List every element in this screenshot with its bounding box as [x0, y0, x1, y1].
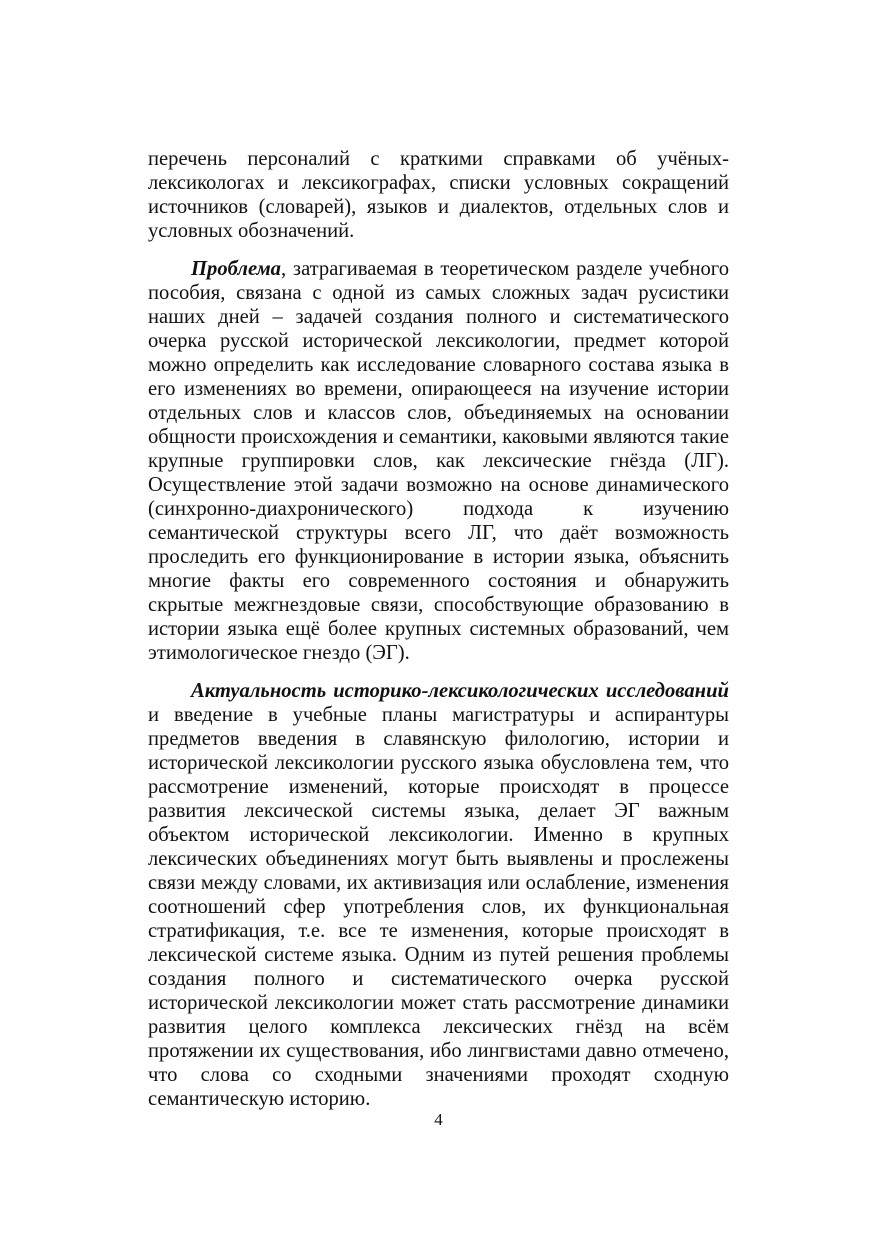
- paragraph-2-lead: Проблема: [191, 258, 281, 280]
- paragraph-1: [148, 147, 729, 243]
- paragraph-1-text: перечень персоналий с краткими справками об учёных-лексикологах и лексикографах, списки условных сокращений источников (словарей), языков и диалектов, отдельных слов и условных обозначений.: [148, 148, 729, 242]
- paragraph-2-text: , затрагиваемая в теоретическом разделе учебного пособия, связана с одной из самых сложных задач русистики наших дней – задачей создания полного и систематического очерка русской исторической лексикологии, предмет которой можно определить как исследование словарного состава языка в его изменениях во времени, опирающееся на изучение истории отдельных слов и классов слов, объединяемых на основании общности происхождения и семантики, каковыми являются такие крупные группировки слов, как лексические гнёзда (ЛГ). Осуществление этой задачи возможно на основе динамического (синхронно-диахронического) подхода к изучению семантической структуры всего ЛГ, что даёт возможность проследить его функционирование в истории языка, объяснить многие факты его современного состояния и обнаружить скрытые межгнездовые связи, способствующие образованию в истории языка ещё более крупных системных образований, чем этимологическое гнездо (ЭГ).: [148, 258, 729, 664]
- paragraph-3-text: и введение в учебные планы магистратуры и аспирантуры предметов введения в славянскую филологию, истории и исторической лексикологии русского языка обусловлена тем, что рассмотрение изменений, которые происходят в процессе развития лексической системы языка, делает ЭГ важным объектом исторической лексикологии. Именно в крупных лексических объединениях могут быть выявлены и прослежены связи между словами, их активизация или ослабление, изменения соотношений сфер употребления слов, их функциональная стратификация, т.е. все те изменения, которые происходят в лексической системе языка. Одним из путей решения проблемы создания полного и систематического очерка русской исторической лексикологии может стать рассмотрение динамики развития целого комплекса лексических гнёзд на всём протяжении их существования, ибо лингвистами давно отмечено, что слова со сходными значениями проходят сходную семантическую историю.: [148, 704, 729, 1110]
- body-text: [148, 147, 729, 1111]
- paragraph-3: [148, 679, 729, 1111]
- paragraph-3-lead: Актуальность историко-лексикологических исследований: [191, 680, 729, 702]
- page-number: 4: [434, 1110, 443, 1129]
- paragraph-2: [148, 257, 729, 665]
